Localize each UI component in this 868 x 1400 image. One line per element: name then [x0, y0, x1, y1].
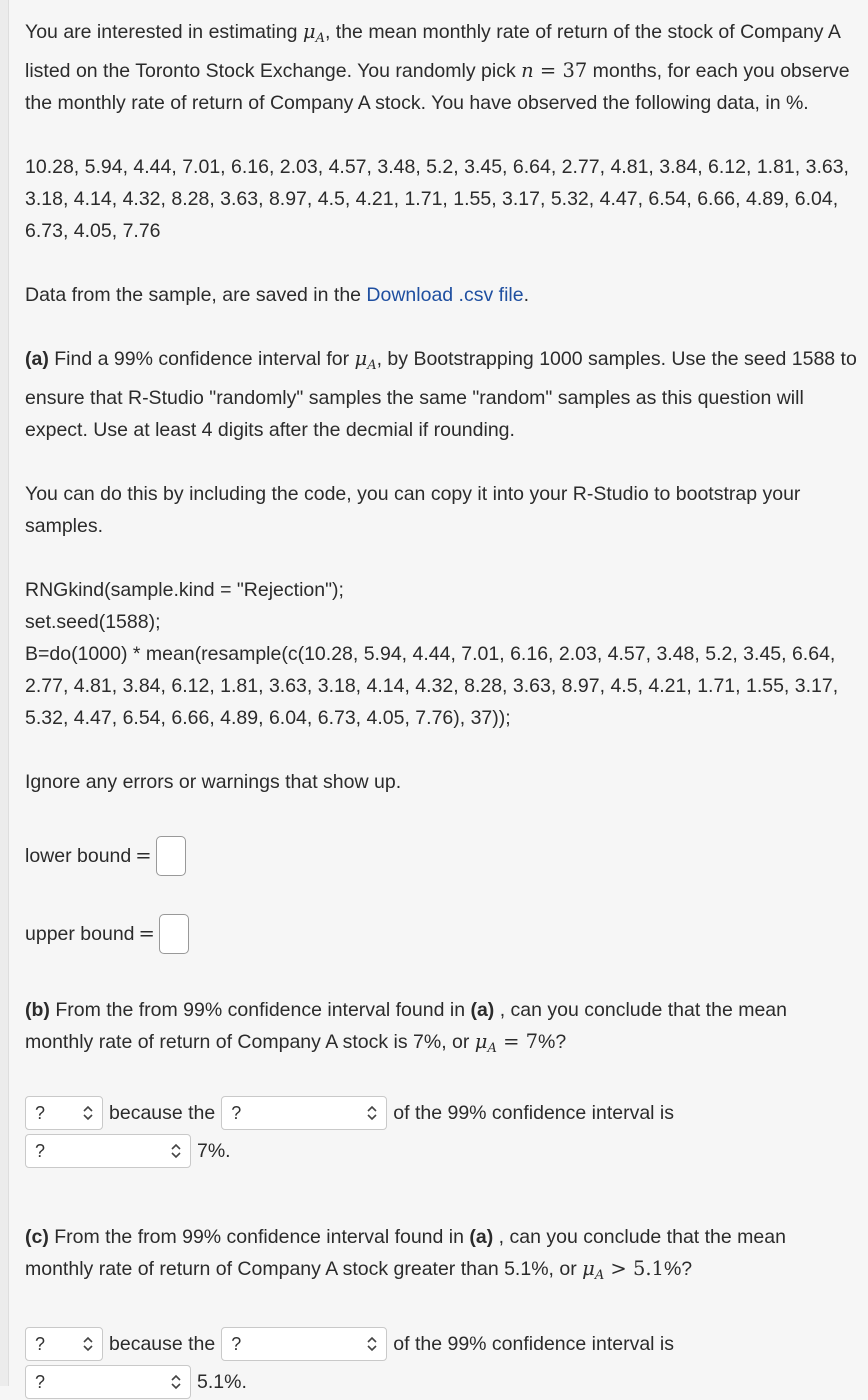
mu-letter: μ [354, 347, 368, 370]
intro-text-2: , the mean monthly rate of return of the stock of Company A listed on the Toronto Stock Exchange. You randomly pick [25, 21, 840, 82]
mu-letter: μ [302, 20, 316, 43]
download-suffix: . [523, 284, 529, 306]
mu-symbol [302, 20, 325, 46]
mu-subscript: A [594, 1268, 605, 1283]
up-down-chevron-icon [170, 1142, 182, 1160]
part-c-comparison-select[interactable] [25, 1365, 191, 1399]
up-down-chevron-icon [82, 1104, 94, 1122]
mu-symbol [582, 1257, 605, 1283]
because-text: because the [109, 1333, 216, 1355]
question-content [25, 16, 857, 1400]
mu-letter: μ [582, 1257, 595, 1280]
part-a-paragraph [25, 343, 857, 446]
part-c-text-2: , can you conclude that the mean monthly rate of return of Company A stock greater than 5.1%, or [25, 1226, 786, 1280]
part-a-text-1: Find a 99% confidence interval for [48, 348, 355, 370]
lower-bound-label: lower bound [25, 845, 132, 867]
part-b-text-2: , can you conclude that the mean monthly rate of return of Company A stock is 7%, or [25, 999, 787, 1053]
part-c-tail: 5.1%. [197, 1371, 247, 1393]
mu-subscript: A [487, 1041, 497, 1056]
select-value: ? [231, 1334, 242, 1354]
part-b-value: 7 [525, 1030, 539, 1053]
part-b-text-1: From the from 99% confidence interval found in [49, 999, 471, 1021]
intro-text-3: months, for each you observe the monthly rate of return of Company A stock. You have observed the following data, in %. [25, 60, 850, 114]
part-b-pct: %? [538, 1031, 567, 1053]
part-a-label: (a) [25, 348, 49, 370]
part-c-text-1: From the from 99% confidence interval found in [48, 1226, 470, 1248]
part-b-bound-select[interactable] [221, 1096, 387, 1130]
of-ci-text: of the 99% confidence interval is [393, 1102, 675, 1124]
left-border [0, 0, 9, 1386]
part-c-bound-select[interactable] [221, 1327, 387, 1361]
part-c-paragraph [25, 1221, 857, 1292]
code-line-3: B=do(1000) * mean(resample(c(10.28, 5.94, 4.44, 7.01, 6.16, 2.03, 4.57, 3.48, 5.2, 3.45, 6.64, 2.77, 4.81, 3.84, 6.12, 1.81, 3.63, 3.18, 4.14, 4.32, 8.28, 3.63, 8.97, 4.5, 4.21, 1.71, 1.55, 3.17, 5.32, 4.47, 6.54, 6.66, 4.89, 6.04, 6.73, 4.05, 7.76), 37)); [25, 643, 839, 729]
up-down-chevron-icon [82, 1335, 94, 1353]
mu-symbol [474, 1030, 497, 1056]
part-c-greater: > [604, 1257, 633, 1280]
lower-bound-row [25, 836, 857, 876]
download-csv-link[interactable]: Download .csv file [366, 284, 524, 306]
code-intro: You can do this by including the code, you can copy it into your R-Studio to bootstrap your samples. [25, 483, 801, 537]
intro-paragraph [25, 16, 857, 119]
part-b-line-1 [25, 1095, 857, 1131]
upper-bound-row [25, 914, 857, 954]
part-b-label: (b) [25, 999, 50, 1021]
part-b-line-2 [25, 1133, 857, 1169]
n-equals: = [533, 59, 563, 82]
part-c-pct: %? [663, 1258, 693, 1280]
select-value: ? [35, 1103, 46, 1123]
mu-letter: μ [474, 1030, 488, 1053]
select-value: ? [35, 1334, 46, 1354]
up-down-chevron-icon [366, 1335, 378, 1353]
select-value: ? [35, 1372, 46, 1392]
mu-subscript: A [367, 358, 377, 373]
code-line-2: set.seed(1588); [25, 611, 161, 633]
because-text: because the [109, 1102, 216, 1124]
intro-text-1: You are interested in estimating [25, 21, 303, 43]
up-down-chevron-icon [170, 1373, 182, 1391]
select-value: ? [231, 1103, 242, 1123]
download-prefix: Data from the sample, are saved in the [25, 284, 367, 306]
lower-bound-input[interactable] [156, 836, 186, 876]
data-values: 10.28, 5.94, 4.44, 7.01, 6.16, 2.03, 4.57, 3.48, 5.2, 3.45, 6.64, 2.77, 4.81, 3.84, 6.12, 1.81, 3.63, 3.18, 4.14, 4.32, 8.28, 3.63, 8.97, 4.5, 4.21, 1.71, 1.55, 3.17, 5.32, 4.47, 6.54, 6.66, 4.89, 6.04, 6.73, 4.05, 7.76 [25, 156, 849, 242]
upper-bound-input[interactable] [159, 914, 189, 954]
part-c-value: 5.1 [632, 1257, 664, 1280]
part-c-conclusion-select[interactable] [25, 1327, 103, 1361]
part-b-ref: (a) [470, 999, 495, 1021]
part-a-text-2: , by Bootstrapping 1000 samples. Use the seed 1588 to ensure that R-Studio "randomly" samples the same "random" samples as this question will expect. Use at least 4 digits after the decmial if rounding. [25, 348, 857, 441]
part-c-line-2 [25, 1364, 857, 1400]
part-b-paragraph [25, 994, 857, 1065]
part-b-equals: = [496, 1030, 526, 1053]
up-down-chevron-icon [366, 1104, 378, 1122]
n-value: 37 [562, 59, 588, 82]
download-paragraph [25, 279, 857, 311]
part-c-line-1 [25, 1326, 857, 1362]
part-c-ref: (a) [469, 1226, 494, 1248]
mu-symbol [354, 347, 377, 373]
part-b-comparison-select[interactable] [25, 1134, 191, 1168]
mu-subscript: A [315, 31, 325, 46]
part-c-answer [25, 1326, 857, 1400]
code-line-1: RNGkind(sample.kind = "Rejection"); [25, 579, 344, 601]
select-value: ? [35, 1141, 46, 1161]
upper-bound-equals: = [138, 922, 155, 945]
upper-bound-label: upper bound [25, 923, 135, 945]
lower-bound-equals: = [135, 844, 152, 867]
code-block [25, 574, 857, 734]
of-ci-text: of the 99% confidence interval is [393, 1333, 675, 1355]
part-b-conclusion-select[interactable] [25, 1096, 103, 1130]
part-b-tail: 7%. [197, 1140, 231, 1162]
n-symbol: n [521, 59, 534, 82]
ignore-note: Ignore any errors or warnings that show up. [25, 771, 402, 793]
part-c-label: (c) [25, 1226, 49, 1248]
part-b-answer [25, 1095, 857, 1169]
